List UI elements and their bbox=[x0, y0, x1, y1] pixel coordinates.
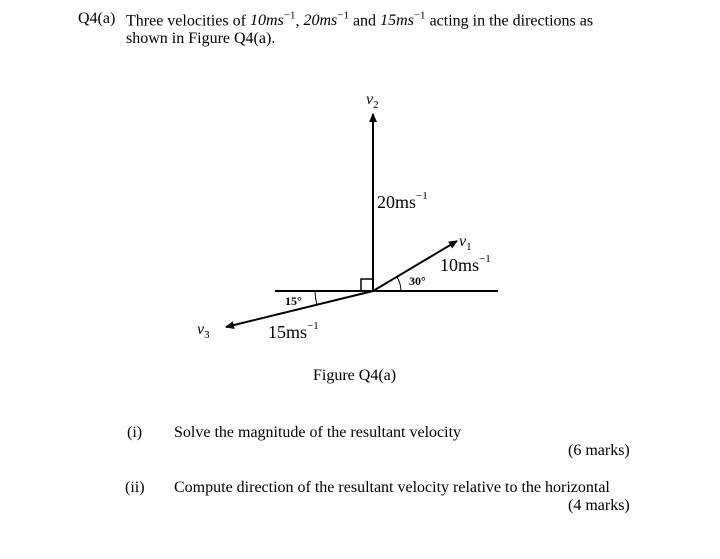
subquestion-2-marks: (4 marks) bbox=[568, 497, 630, 514]
question-intro: Three velocities of bbox=[126, 12, 246, 30]
question-and: and bbox=[352, 12, 377, 30]
subquestion-1-text: Solve the magnitude of the resultant velocity bbox=[174, 424, 462, 441]
question-tail: acting in the directions as bbox=[429, 12, 594, 30]
figure-caption: Figure Q4(a) bbox=[313, 367, 397, 384]
velocity-3-value: $15ms^{-1}$ bbox=[380, 10, 426, 30]
question-line-2: shown in Figure Q4(a). bbox=[126, 30, 276, 47]
subquestion-1-marks: (6 marks) bbox=[568, 442, 630, 459]
subquestion-1-number: (i) bbox=[127, 424, 143, 441]
right-angle-marker bbox=[361, 279, 373, 291]
angle-arc-30 bbox=[397, 277, 401, 291]
v2-magnitude: $20ms^{-1}$ bbox=[377, 190, 428, 212]
velocity-1-value: $10ms^{-1}$ bbox=[249, 10, 296, 30]
v3-label: $v_3$ bbox=[197, 321, 210, 341]
velocity-2-value: $20ms^{-1}$ bbox=[303, 10, 349, 30]
v2-label: $v_2$ bbox=[366, 91, 379, 111]
angle-arc-15 bbox=[315, 291, 317, 305]
angle-30-label: 30° bbox=[409, 274, 426, 288]
v3-magnitude: $15ms^{-1}$ bbox=[268, 320, 319, 342]
v1-label: $v_1$ bbox=[459, 233, 472, 253]
angle-15-label: 15° bbox=[285, 294, 302, 308]
question-number: Q4(a) bbox=[78, 10, 116, 27]
question-line-1: Three velocities of $10ms^{-1}$, $20ms^{-1}$ and $15ms^{-1}$ acting in the directions as bbox=[126, 10, 594, 30]
v1-magnitude: $10ms^{-1}$ bbox=[440, 253, 491, 275]
subquestion-2-number: (ii) bbox=[125, 479, 145, 496]
subquestion-2-text: Compute direction of the resultant velocity relative to the horizontal bbox=[174, 479, 610, 496]
